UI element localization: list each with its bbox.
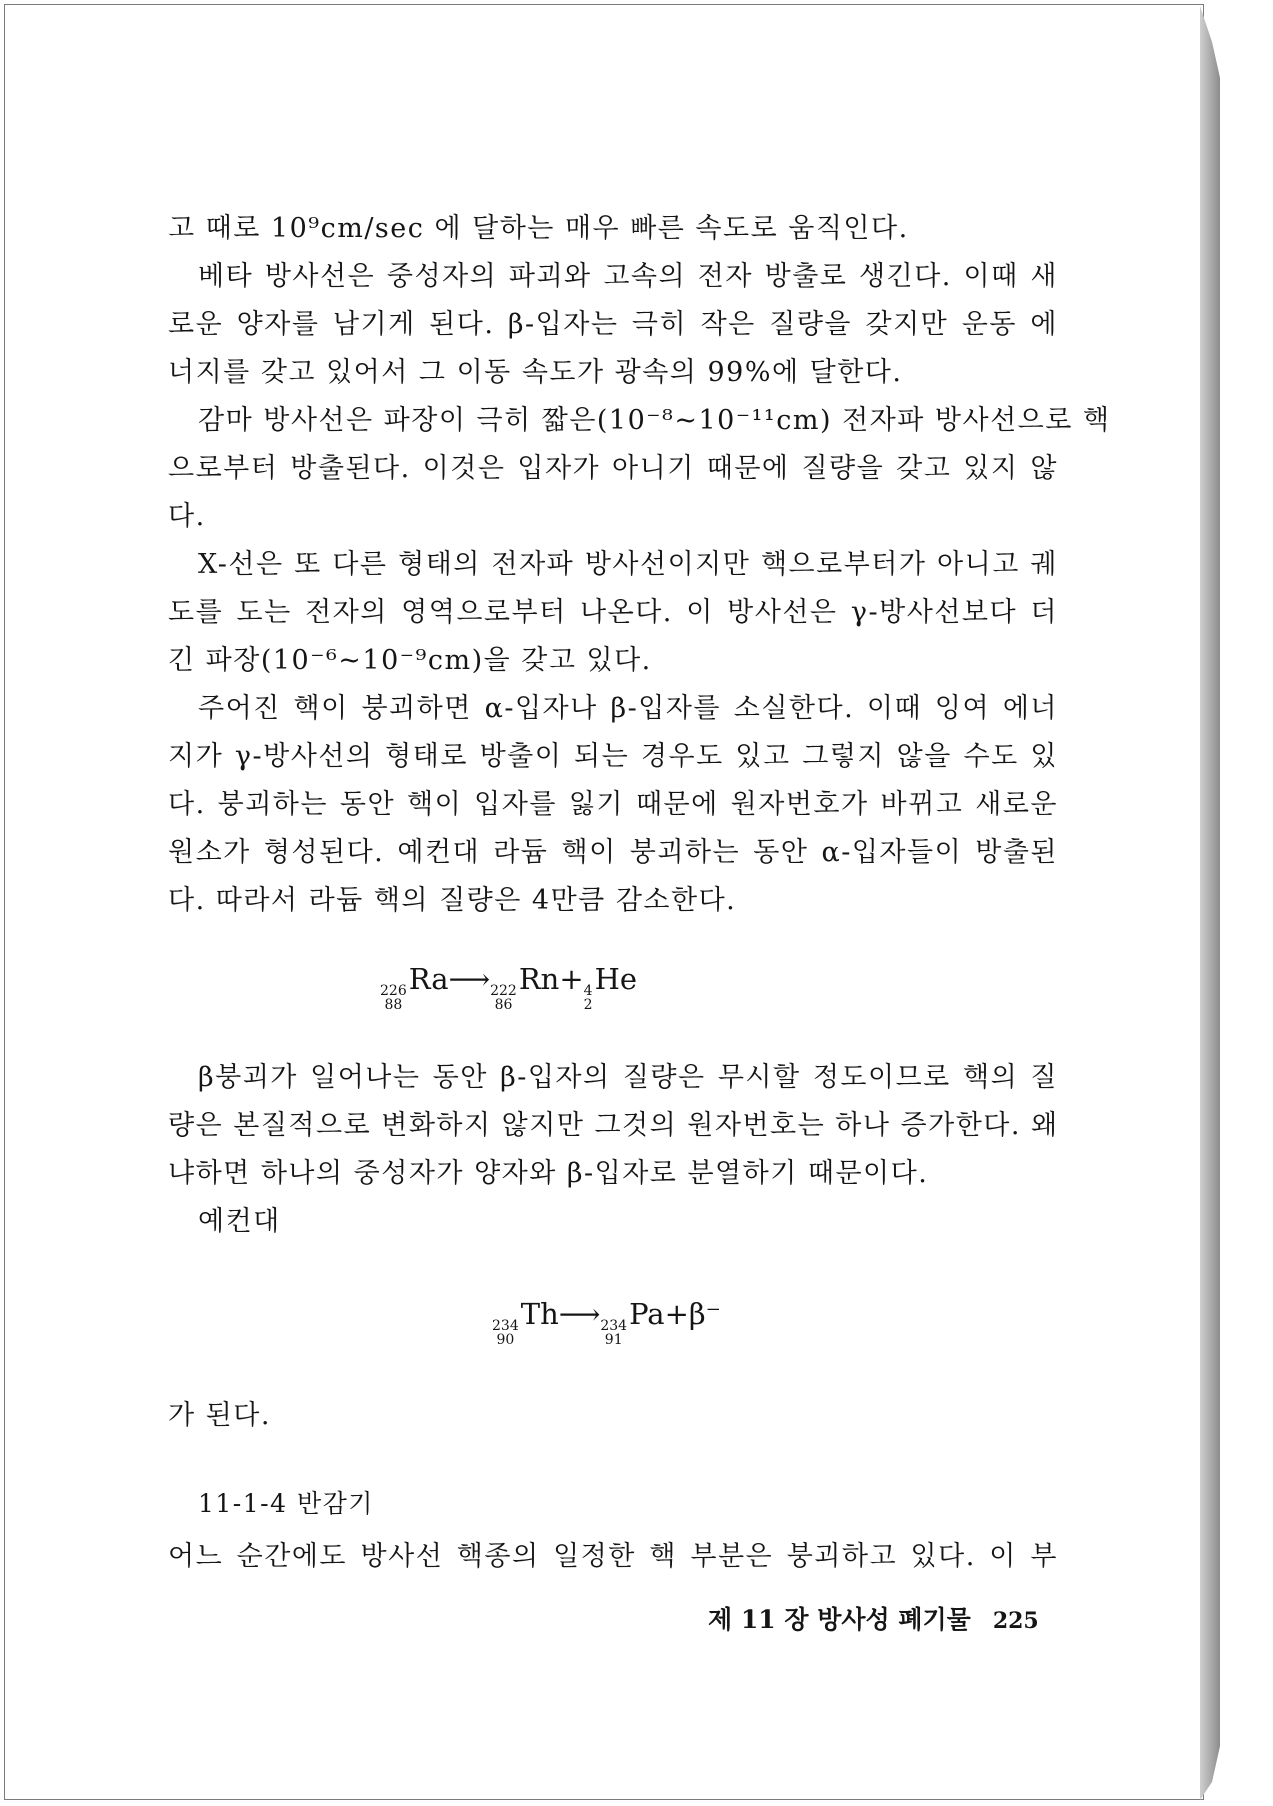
element-symbol: He xyxy=(594,962,638,996)
text-line: 지가 γ-방사선의 형태로 방출이 되는 경우도 있고 그렇지 않을 수도 있 xyxy=(168,741,1058,772)
text-line: 다. xyxy=(168,501,206,532)
mass-number: 226 88 xyxy=(380,983,407,1013)
text-line: 냐하면 하나의 중성자가 양자와 β-입자로 분열하기 때문이다. xyxy=(168,1158,929,1189)
text-line: X-선은 또 다른 형태의 전자파 방사선이지만 핵으로부터가 아니고 궤 xyxy=(198,549,1058,580)
chapter-title: 제 11 장 방사성 폐기물 xyxy=(708,1605,971,1634)
mass-number: 234 91 xyxy=(600,1318,628,1348)
mass-number: 234 90 xyxy=(492,1318,519,1348)
arrow-icon: ⟶ xyxy=(448,962,491,996)
text-line: 다. 따라서 라듐 핵의 질량은 4만큼 감소한다. xyxy=(168,885,737,916)
text-line: 고 때로 10⁹cm/sec 에 달하는 매우 빠른 속도로 움직인다. xyxy=(168,213,909,244)
element-symbol: Rn xyxy=(518,962,560,996)
text-line: 예컨대 xyxy=(198,1206,281,1237)
page-footer xyxy=(708,1600,1039,1636)
text-line: 도를 도는 전자의 영역으로부터 나온다. 이 방사선은 γ-방사선보다 더 xyxy=(168,597,1058,628)
section-number: 11-1-4 xyxy=(198,1489,288,1518)
body-text xyxy=(168,205,1111,925)
arrow-icon: ⟶ xyxy=(558,1297,601,1331)
element-symbol: Th xyxy=(520,1297,559,1331)
decay-equation-radium xyxy=(380,962,637,1012)
text-line: β붕괴가 일어나는 동안 β-입자의 질량은 무시할 정도이므로 핵의 질 xyxy=(198,1062,1058,1093)
text-line: 긴 파장(10⁻⁶~10⁻⁹cm)을 갖고 있다. xyxy=(168,645,652,676)
mass-number: 4 2 xyxy=(583,983,593,1013)
element-symbol: Ra xyxy=(408,962,449,996)
mass-number: 222 86 xyxy=(490,983,517,1013)
section-heading xyxy=(198,1480,374,1528)
text-line: 로운 양자를 남기게 된다. β-입자는 극히 작은 질량을 갖지만 운동 에 xyxy=(168,309,1058,340)
decay-equation-thorium xyxy=(492,1297,721,1347)
text-line: 원소가 형성된다. 예컨대 라듐 핵이 붕괴하는 동안 α-입자들이 방출된 xyxy=(168,837,1058,868)
text-line: 너지를 갖고 있어서 그 이동 속도가 광속의 99%에 달한다. xyxy=(168,357,903,388)
beta-particle: β⁻ xyxy=(688,1297,721,1331)
body-text-2 xyxy=(168,1054,1058,1246)
text-line: 가 된다. xyxy=(168,1400,271,1431)
text-line: 베타 방사선은 중성자의 파괴와 고속의 전자 방출로 생긴다. 이때 새 xyxy=(198,261,1058,292)
plus-sign: + xyxy=(559,962,584,996)
section-title: 반감기 xyxy=(296,1489,374,1518)
text-line: 량은 본질적으로 변화하지 않지만 그것의 원자번호는 하나 증가한다. 왜 xyxy=(168,1110,1059,1141)
page-edge-shadow xyxy=(1200,6,1220,1800)
text-line: 으로부터 방출된다. 이것은 입자가 아니기 때문에 질량을 갖고 있지 않 xyxy=(168,453,1058,484)
text-line: 다. 붕괴하는 동안 핵이 입자를 잃기 때문에 원자번호가 바뀌고 새로운 xyxy=(168,789,1058,820)
text-line: 감마 방사선은 파장이 극히 짧은(10⁻⁸~10⁻¹¹cm) 전자파 방사선으로 핵 xyxy=(198,405,1111,436)
text-line: 주어진 핵이 붕괴하면 α-입자나 β-입자를 소실한다. 이때 잉여 에너 xyxy=(198,693,1058,724)
text-line: 어느 순간에도 방사선 핵종의 일정한 핵 부분은 붕괴하고 있다. 이 부 xyxy=(168,1541,1058,1572)
element-symbol: Pa xyxy=(629,1297,665,1331)
plus-sign: + xyxy=(664,1297,689,1331)
page-number: 225 xyxy=(992,1608,1039,1634)
